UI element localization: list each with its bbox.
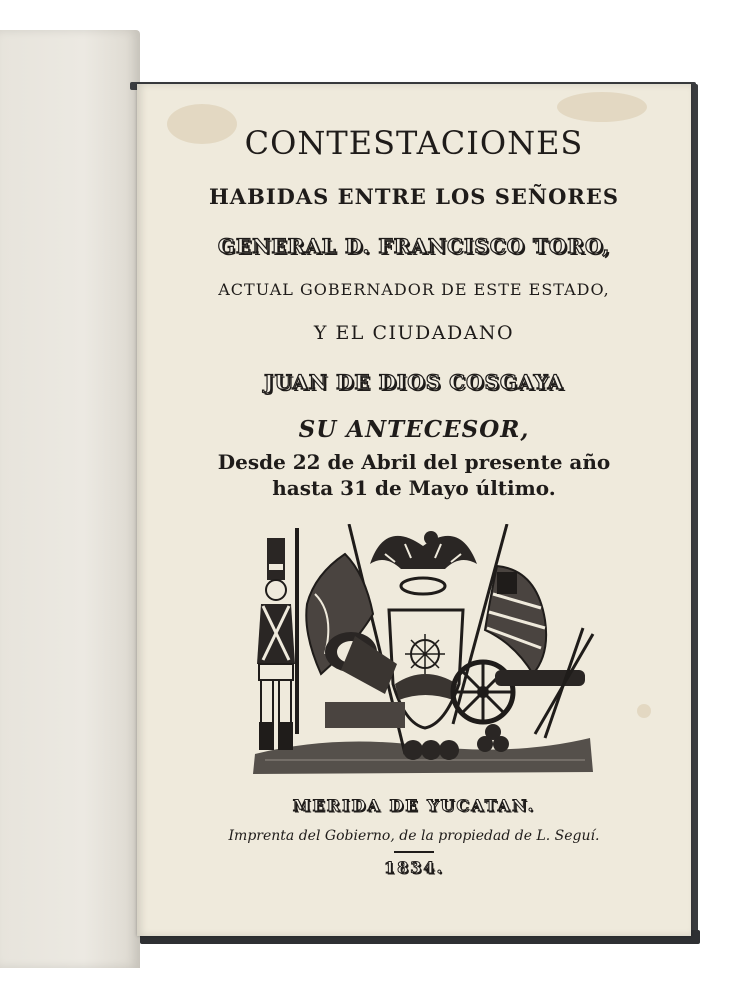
woodcut-engraving (245, 524, 600, 782)
left-endpaper (0, 30, 140, 968)
subtitle-actual: ACTUAL GOBERNADOR DE ESTE ESTADO, (218, 280, 610, 299)
soldier-figure (257, 528, 297, 750)
subtitle-antecesor: SU ANTECESOR, (298, 416, 530, 443)
foxing-stain (557, 92, 647, 122)
imprint-printer: Imprenta del Gobierno, de la propiedad de L. Seguí. (228, 828, 600, 844)
page-title: CONTESTACIONES (244, 124, 584, 162)
subtitle-ciudadano: Y EL CIUDADANO (313, 322, 515, 344)
foxing-stain (637, 704, 651, 718)
imprint-city: MERIDA DE YUCATAN. (292, 796, 536, 815)
subtitle-habidas: HABIDAS ENTRE LOS SEÑORES (208, 184, 620, 209)
date-range-end: hasta 31 de Mayo último. (272, 476, 556, 500)
imprint-year: 1834. (383, 858, 445, 877)
eagle-emblem (370, 531, 477, 594)
subtitle-juan: JUAN DE DIOS COSGAYA (263, 370, 565, 394)
divider-rule (394, 851, 434, 853)
date-range-start: Desde 22 de Abril del presente año (217, 450, 611, 474)
title-page (137, 84, 691, 936)
subtitle-general: GENERAL D. FRANCISCO TORO, (217, 234, 611, 258)
